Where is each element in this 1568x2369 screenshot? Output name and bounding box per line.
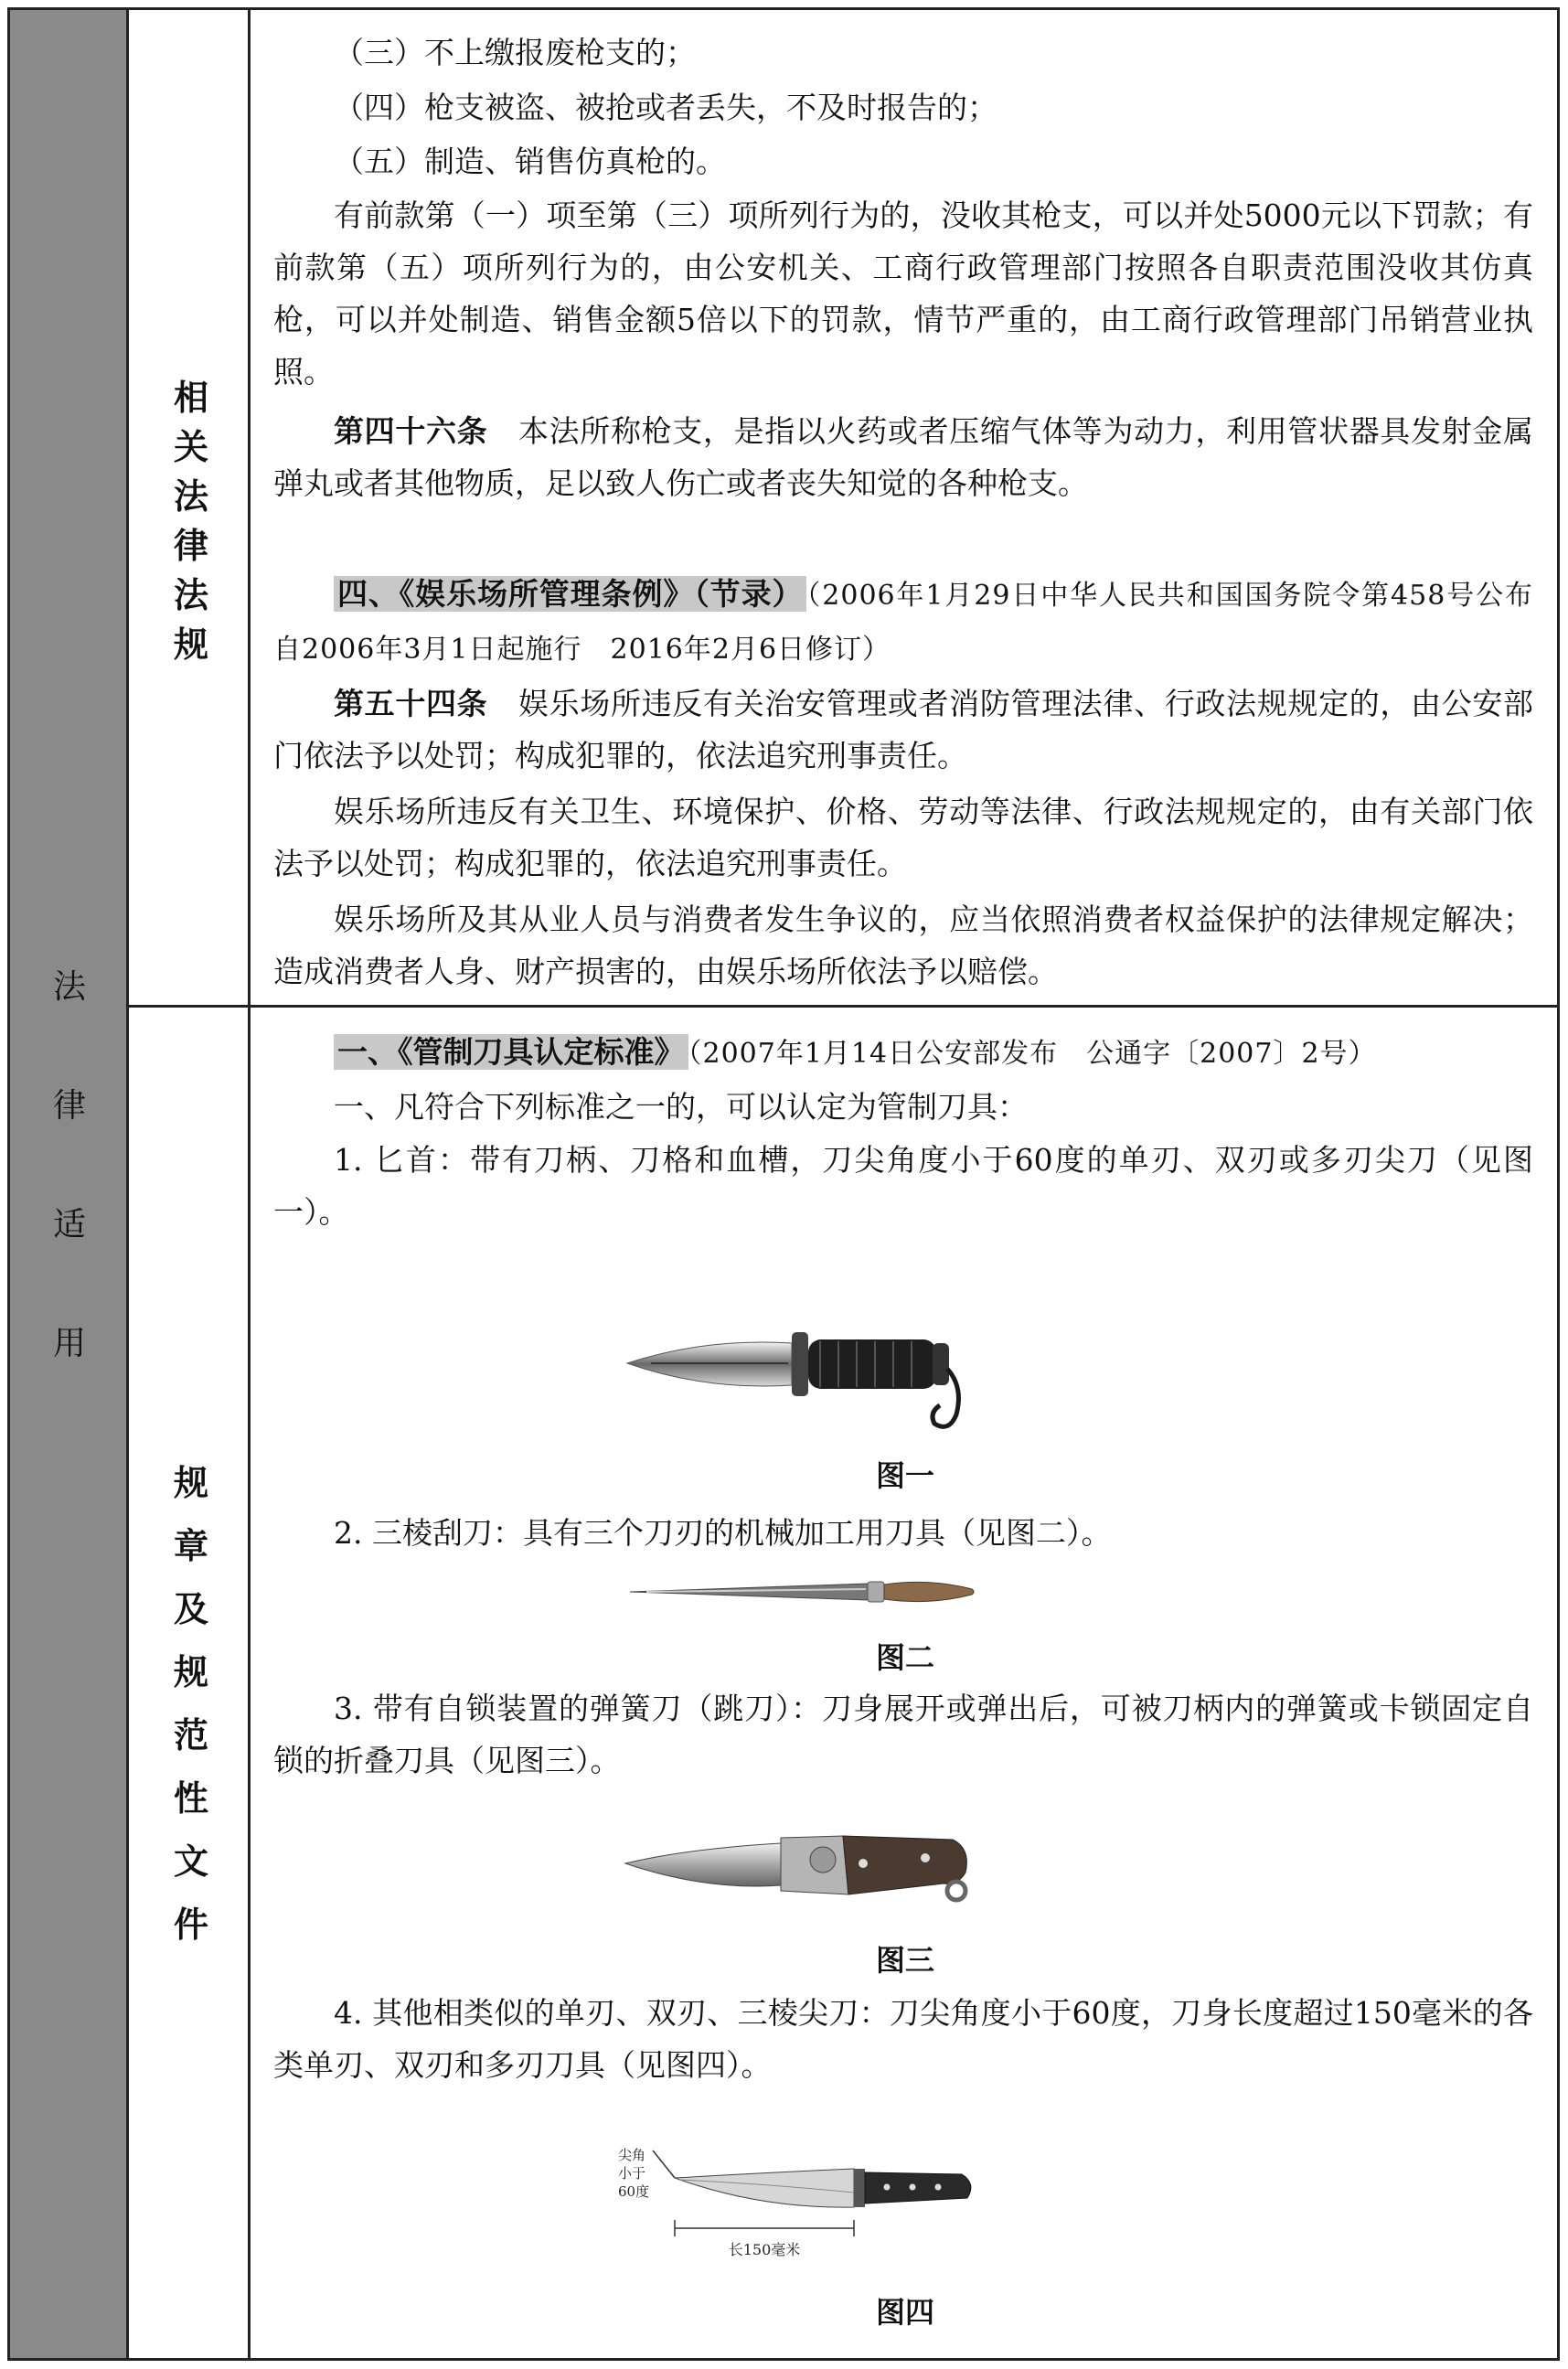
category-related-laws [132, 10, 251, 1005]
table-frame [7, 7, 1563, 2361]
article-54-p3: 娱乐场所及其从业人员与消费者发生争议的，应当依照消费者权益保护的法律规定解决；造成消费者人身、财产损害的，由娱乐场所依法予以赔偿。 [273, 902, 1533, 989]
regulation-4-title: 四、《娱乐场所管理条例》（节录） [334, 576, 806, 612]
category-char: 及 [173, 1589, 208, 1629]
penalty-paragraph: 有前款第（一）项至第（三）项所列行为的，没收其枪支，可以并处5000元以下罚款；有前款第（五）项所列行为的，由公安机关、工商行政管理部门按照各自职责范围没收其仿真枪，可以并处制造、销售金额5倍以下的罚款，情节严重的，由工商行政管理部门吊销营业执照。 [273, 197, 1533, 389]
category-char: 章 [173, 1526, 208, 1566]
left-column-char: 律 [52, 1087, 86, 1125]
dagger-figure [624, 1296, 989, 1442]
category-char: 文 [173, 1841, 208, 1882]
figure-2-caption: 图二 [875, 1640, 934, 1675]
category-char: 法 [173, 575, 208, 615]
category-char: 范 [173, 1715, 208, 1755]
category-char: 关 [173, 427, 208, 467]
switchblade-figure [624, 1821, 971, 1926]
left-column-char: 适 [52, 1206, 86, 1243]
item-other-pointed-knives: 4. 其他相类似的单刃、双刃、三棱尖刀：刀尖角度小于60度，刀身长度超过150毫米的各类单刃、双刃和多刃刀具（见图四）。 [273, 1995, 1533, 2083]
category-char: 规 [173, 1652, 208, 1692]
regulation-4-heading [273, 568, 1563, 676]
category-char: 规 [173, 624, 208, 665]
standard-intro: 一、凡符合下列标准之一的，可以认定为管制刀具： [334, 1089, 1028, 1125]
category-char: 规 [173, 1463, 208, 1503]
category-char: 性 [173, 1778, 208, 1819]
category-char: 件 [173, 1905, 208, 1945]
length-annotation: 长150毫米 [728, 2241, 801, 2258]
figure-1-caption: 图一 [875, 1458, 934, 1493]
scraper-figure [628, 1569, 976, 1615]
article-54-text: 娱乐场所违反有关治安管理或者消防管理法律、行政法规规定的，由公安部门依法予以处罚；构成犯罪的，依法追究刑事责任。 [273, 686, 1534, 774]
standard-title: 一、《管制刀具认定标准》 [334, 1034, 688, 1070]
category-char: 法 [173, 476, 208, 517]
category-char: 律 [173, 526, 208, 566]
item-switchblade: 3. 带有自锁装置的弹簧刀（跳刀）：刀身展开或弹出后，可被刀柄内的弹簧或卡锁固定自锁的折叠刀具（见图三）。 [273, 1691, 1533, 1778]
article-54-p2: 娱乐场所违反有关卫生、环境保护、价格、劳动等法律、行政法规规定的，由有关部门依法予以处罚；构成犯罪的，依法追究刑事责任。 [273, 794, 1533, 881]
article-54-paragraph [273, 678, 1533, 782]
item-dagger: 1. 匕首：带有刀柄、刀格和血槽，刀尖角度小于60度的单刃、双刃或多刃尖刀（见图一）。 [273, 1142, 1533, 1230]
angle-note-line-2: 小于 [618, 2165, 646, 2182]
figure-4-caption: 图四 [875, 2295, 934, 2330]
clause-item-4: （四）枪支被盗、被抢或者丢失，不及时报告的； [334, 90, 997, 125]
category-regulations [132, 1008, 251, 2358]
article-46-text: 本法所称枪支，是指以火药或者压缩气体等为动力，利用管状器具发射金属弹丸或者其他物质，足以致人伤亡或者丧失知觉的各种枪支。 [273, 413, 1534, 501]
scraper-image [628, 1569, 976, 1615]
standard-meta: （2007年1月14日公安部发布 公通字〔2007〕2号） [688, 1038, 1377, 1070]
regulation-4-meta: （2006年1月29日中华人民共和国国务院令第458号公布 自2006年3月1日起施行 2016年2月6日修订） [273, 580, 1563, 666]
long-knife-figure [614, 2141, 980, 2283]
law-application-column [10, 10, 129, 2358]
angle-note-line-3: 60度 [618, 2183, 650, 2200]
article-54-title: 第五十四条 [334, 686, 488, 721]
left-column-char: 法 [52, 968, 86, 1006]
switchblade-image [624, 1821, 971, 1926]
figure-3-caption: 图三 [875, 1943, 934, 1978]
clause-item-5: （五）制造、销售仿真枪的。 [334, 144, 726, 179]
standard-heading [273, 1026, 1533, 1080]
angle-note-line-1: 尖角 [618, 2147, 646, 2163]
left-column-char: 用 [52, 1325, 86, 1362]
item-triangular-scraper: 2. 三棱刮刀：具有三个刀刃的机械加工用刀具（见图二）。 [334, 1515, 1112, 1551]
related-laws-content [253, 10, 1563, 1005]
dagger-image [624, 1296, 989, 1442]
clause-item-3: （三）不上缴报废枪支的； [334, 35, 696, 70]
long-knife-image [614, 2141, 980, 2283]
article-46-title: 第四十六条 [334, 413, 488, 449]
regulations-content [253, 1008, 1557, 2358]
category-char: 相 [173, 378, 208, 418]
article-46-paragraph [273, 405, 1533, 509]
